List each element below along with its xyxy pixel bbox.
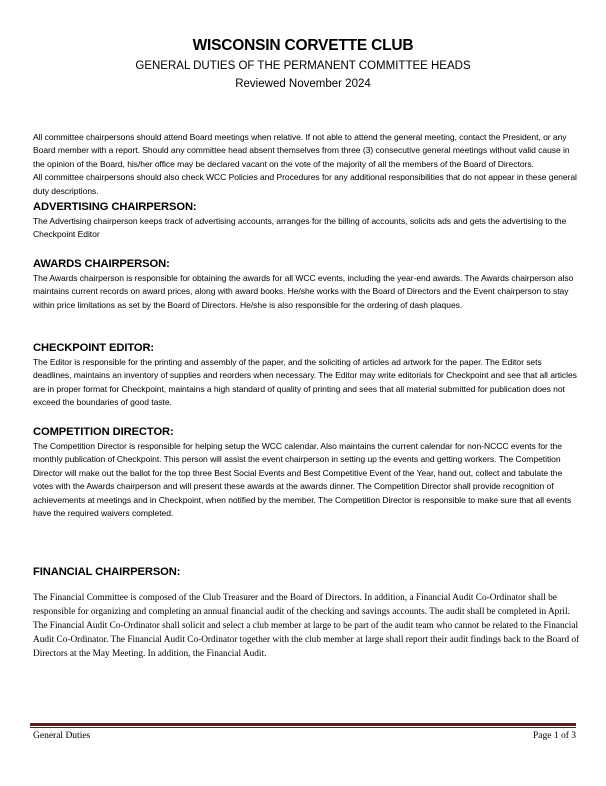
section-body: The Editor is responsible for the printing and assembly of the paper, and the soliciting of articles ad artwork for the paper. The Editor sets deadlines, maintains an inventory of supplies and reorders when necessary. The Editor may write editorials for Checkpoint and see that all articles are in proper format for Checkpoint, maintains a high standard of quality of printing and sees that all material submitted for publication does not exceed the boundaries of good taste.: [33, 357, 577, 408]
section-heading: ADVERTISING CHAIRPERSON:: [33, 201, 197, 213]
section-heading: CHECKPOINT EDITOR:: [33, 342, 155, 354]
section-heading: AWARDS CHAIRPERSON:: [33, 258, 170, 270]
document-subtitle: GENERAL DUTIES OF THE PERMANENT COMMITTEE HEADS: [135, 60, 471, 72]
footer-page-number: Page 1 of 3: [532, 731, 576, 741]
section-heading: FINANCIAL CHAIRPERSON:: [33, 566, 181, 578]
section-competition-director: [33, 425, 581, 520]
section-heading: COMPETITION DIRECTOR:: [33, 426, 174, 438]
document-title: WISCONSIN CORVETTE CLUB: [192, 37, 414, 54]
review-date: Reviewed November 2024: [235, 78, 371, 90]
intro-paragraph-1: All committee chairpersons should attend Board meetings when relative. If not able to attend the general meeting, contact the President, or any Board member with a report. Should any committee head absent themselves from three (3) consecutive general meetings without valid cause in the opinion of the Board, his/her office may be declared vacant on the vote of the majority of all the members of the Board of Directors.: [33, 132, 570, 169]
section-body: The Advertising chairperson keeps track of advertising accounts, arranges for the billing of accounts, solicits ads and gets the advertising to the Checkpoint Editor: [33, 216, 567, 240]
section-body: The Financial Committee is composed of the Club Treasurer and the Board of Directors. In addition, a Financial Audit Co-Ordinator shall be responsible for organizing and completing an annual financial audit of the checking and savings accounts. The audit shall be completed in April. The Financial Audit Co-Ordinator shall solicit and select a club member at large to be part of the audit team who cannot be related to the Financial Audit Co-Ordinator. The Financial Audit Co-Ordinator together with the club member at large shall report their audit findings back to the Board of Directors at the May Meeting. In addition, the Financial Audit.: [33, 593, 580, 660]
section-advertising: [33, 200, 581, 242]
section-awards: [33, 257, 581, 312]
intro-section: [33, 131, 581, 198]
footer-rule-thick: [30, 723, 576, 726]
document-header: [0, 36, 606, 93]
footer-rule-thin: [30, 727, 576, 728]
section-checkpoint-editor: [33, 341, 581, 410]
footer-document-name: General Duties: [33, 731, 91, 741]
section-body: The Competition Director is responsible for helping setup the WCC calendar. Also maintains the current calendar for non-NCCC events for the monthly publication of Checkpoint. This person will assist the event chairperson in setting up the events and getting workers. The Competition Director will make out the ballot for the top three Best Social Events and Best Competitive Event of the Year, hand out, collect and tabulate the votes with the Awards chairperson and will present these awards at the awards dinner. The Competition Director shall provide recognition of achievements at meetings and in Checkpoint, when notified by the member. The Competition Director is responsible to make sure that all events have the required waivers completed.: [33, 441, 572, 519]
section-body: The Awards chairperson is responsible for obtaining the awards for all WCC events, including the year-end awards. The Awards chairperson also maintains current records on award prices, along with award books. He/she works with the Board of Directors and the Event chairperson to stay within price limitations as set by the Board of Directors. He/she is also responsible for the ordering of dash plaques.: [33, 273, 574, 310]
section-financial: [33, 565, 581, 661]
intro-paragraph-2: All committee chairpersons should also check WCC Policies and Procedures for any additional responsibilities that do not appear in these general duty descriptions.: [33, 172, 577, 196]
